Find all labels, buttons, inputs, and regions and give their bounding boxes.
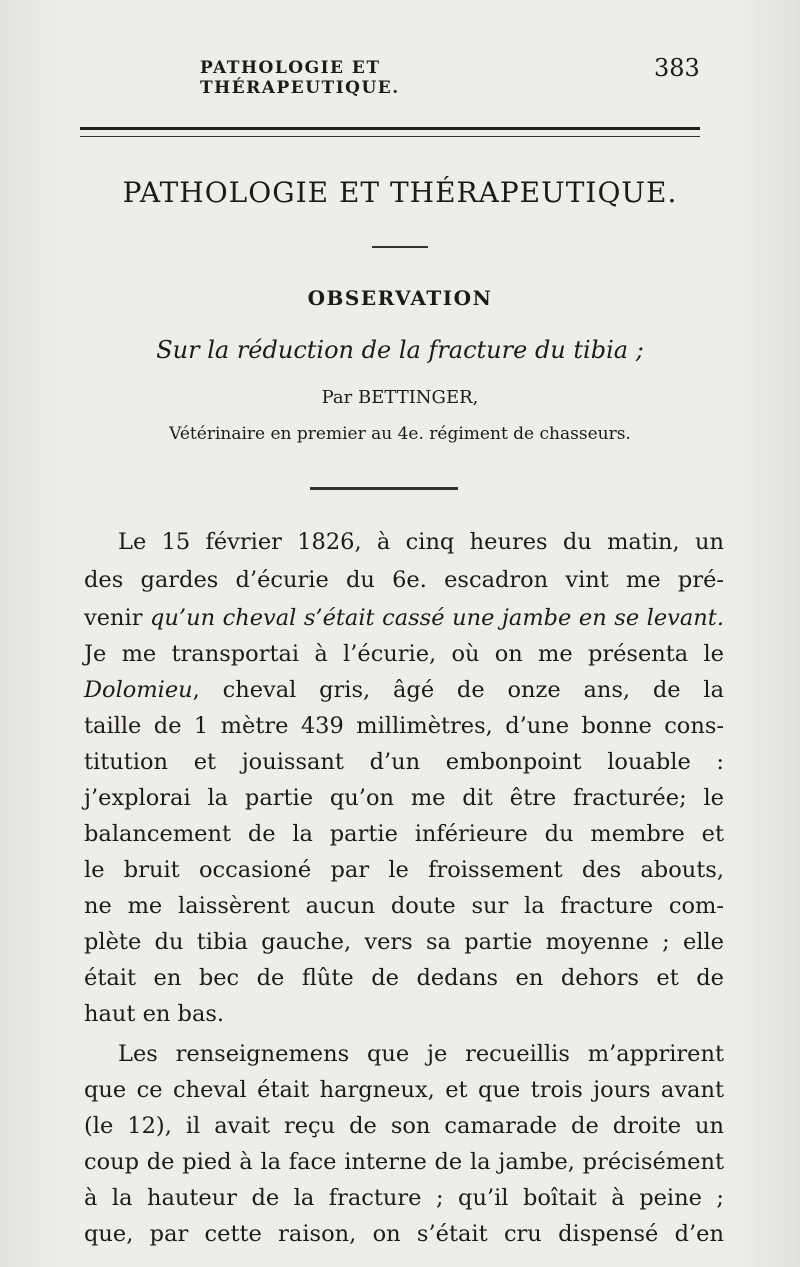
text-line: (le 12), il avait reçu de son camarade de droite un	[84, 1113, 724, 1139]
italic-quote: qu’un cheval s’était cassé une jambe en se levant.	[150, 605, 724, 631]
text-line	[84, 675, 724, 705]
text-line: était en bec de flûte de dedans en dehors et de	[84, 965, 724, 991]
horse-name: Dolomieu	[84, 677, 193, 703]
text-line: balancement de la partie inférieure du membre et	[84, 821, 724, 847]
text-line	[84, 603, 724, 633]
text-line: j’explorai la partie qu’on me dit être fracturée; le	[84, 785, 724, 811]
header-rule-thin	[80, 136, 700, 137]
text-line: à la hauteur de la fracture ; qu’il boîtait à peine ;	[84, 1185, 724, 1211]
observation-heading: OBSERVATION	[307, 286, 493, 310]
observation-subtitle: Sur la réduction de la fracture du tibia ;	[156, 336, 644, 364]
observation-author-role: Vétérinaire en premier au 4e. régiment de chasseurs.	[169, 424, 631, 444]
text-line: Je me transportai à l’écurie, où on me présenta le	[84, 641, 724, 667]
text-span: , cheval gris, âgé de onze ans, de la	[192, 677, 724, 703]
page-number: 383	[654, 54, 700, 82]
running-head: PATHOLOGIE ET THÉRAPEUTIQUE.	[200, 58, 400, 98]
section-title: PATHOLOGIE ET THÉRAPEUTIQUE.	[122, 176, 678, 209]
text-line: ne me laissèrent aucun doute sur la fracture com-	[84, 893, 724, 919]
text-line: que ce cheval était hargneux, et que trois jours avant	[84, 1077, 724, 1103]
header-rule-thick	[80, 127, 700, 130]
title-separator	[372, 246, 428, 248]
text-line: que, par cette raison, on s’était cru dispensé d’en	[84, 1221, 724, 1247]
text-line: coup de pied à la face interne de la jambe, précisément	[84, 1149, 724, 1175]
observation-author: Par BETTINGER,	[321, 387, 479, 408]
text-span: venir	[84, 605, 143, 631]
text-line: plète du tibia gauche, vers sa partie moyenne ; elle	[84, 929, 724, 955]
text-line: Le 15 février 1826, à cinq heures du matin, un	[118, 529, 724, 555]
text-line: le bruit occasioné par le froissement des abouts,	[84, 857, 724, 883]
text-line: des gardes d’écurie du 6e. escadron vint me pré-	[84, 567, 724, 593]
text-line: haut en bas.	[84, 1001, 225, 1027]
byline-separator	[310, 487, 458, 490]
text-line: titution et jouissant d’un embonpoint louable :	[84, 749, 724, 775]
text-line: Les renseignemens que je recueillis m’apprirent	[118, 1041, 724, 1067]
text-line: taille de 1 mètre 439 millimètres, d’une bonne cons-	[84, 713, 724, 739]
